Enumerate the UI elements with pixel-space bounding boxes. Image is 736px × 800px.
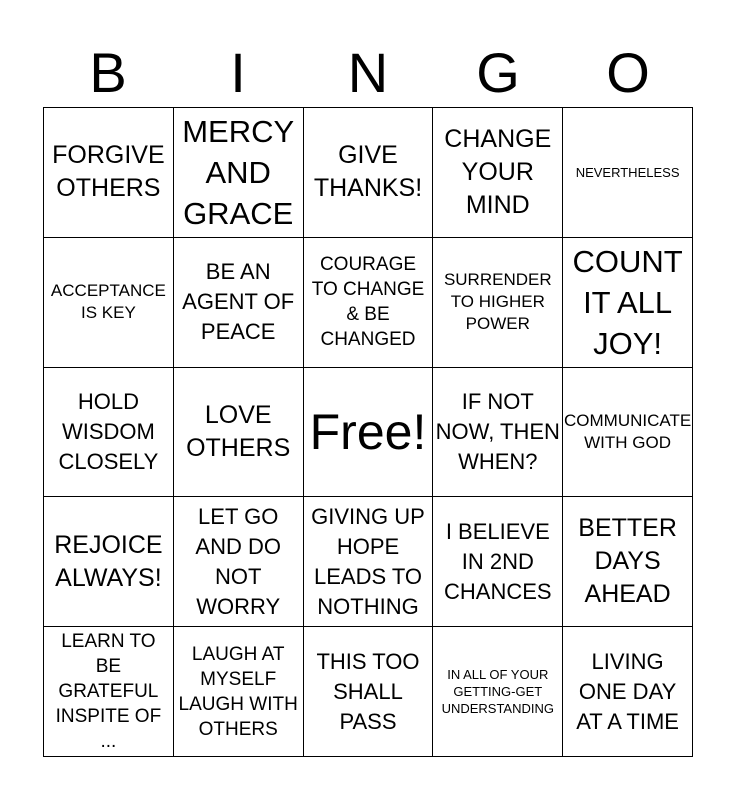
header-letter-o: O xyxy=(606,41,650,104)
bingo-cell[interactable] xyxy=(433,108,563,238)
bingo-cell[interactable] xyxy=(174,108,304,238)
bingo-cell[interactable] xyxy=(304,497,434,627)
bingo-cell-text: NEVERTHELESS xyxy=(575,164,680,180)
bingo-cell-text: SURRENDER TO HIGHER POWER xyxy=(443,270,552,334)
bingo-cell[interactable] xyxy=(563,627,693,757)
bingo-cell-text: MERCY AND GRACE xyxy=(182,113,295,231)
bingo-cell[interactable] xyxy=(433,497,563,627)
bingo-cell-text: COMMUNICATE WITH GOD xyxy=(564,410,692,452)
bingo-cell[interactable] xyxy=(44,497,174,627)
bingo-cell[interactable] xyxy=(174,627,304,757)
bingo-cell-text: COURAGE TO CHANGE & BE CHANGED xyxy=(311,254,425,351)
bingo-cell-text: LOVE OTHERS xyxy=(186,400,291,462)
bingo-header xyxy=(43,42,693,104)
bingo-cell-text: BETTER DAYS AHEAD xyxy=(578,514,677,609)
bingo-cell[interactable] xyxy=(44,368,174,498)
bingo-cell-text: HOLD WISDOM CLOSELY xyxy=(58,388,159,474)
header-letter-i: I xyxy=(230,41,246,104)
bingo-cell[interactable] xyxy=(44,108,174,238)
bingo-cell-text: FORGIVE OTHERS xyxy=(52,141,165,203)
free-space-cell[interactable] xyxy=(304,368,434,498)
bingo-cell[interactable] xyxy=(174,368,304,498)
bingo-cell-text: LAUGH AT MYSELF LAUGH WITH OTHERS xyxy=(178,643,298,740)
bingo-cell[interactable] xyxy=(44,627,174,757)
header-letter-n: N xyxy=(347,41,389,104)
bingo-cell[interactable] xyxy=(304,238,434,368)
bingo-cell-text: GIVING UP HOPE LEADS TO NOTHING xyxy=(311,503,425,619)
bingo-cell-text: CHANGE YOUR MIND xyxy=(444,124,552,219)
bingo-cell[interactable] xyxy=(563,497,693,627)
bingo-cell-text: BE AN AGENT OF PEACE xyxy=(182,259,295,345)
bingo-cell-text: LEARN TO BE GRATEFUL INSPITE OF ... xyxy=(55,631,162,753)
bingo-cell-text: LET GO AND DO NOT WORRY xyxy=(195,503,281,619)
bingo-cell-text: I BELIEVE IN 2ND CHANCES xyxy=(444,518,552,604)
bingo-cell-text: ACCEPTANCE IS KEY xyxy=(50,281,166,323)
bingo-cell[interactable] xyxy=(563,238,693,368)
bingo-cell[interactable] xyxy=(304,108,434,238)
bingo-cell-text: LIVING ONE DAY AT A TIME xyxy=(576,648,679,734)
header-letter-g: G xyxy=(476,41,520,104)
bingo-cell[interactable] xyxy=(174,497,304,627)
bingo-card-grid xyxy=(43,107,693,757)
bingo-cell[interactable] xyxy=(174,238,304,368)
bingo-cell-text: IN ALL OF YOUR GETTING-GET UNDERSTANDING xyxy=(441,667,554,717)
bingo-cell[interactable] xyxy=(563,108,693,238)
bingo-cell-text: THIS TOO SHALL PASS xyxy=(316,648,420,734)
bingo-cell-text: REJOICE ALWAYS! xyxy=(54,530,163,592)
bingo-cell[interactable] xyxy=(433,238,563,368)
bingo-cell-text: COUNT IT ALL JOY! xyxy=(572,243,683,361)
header-letter-b: B xyxy=(89,41,127,104)
bingo-cell-text: IF NOT NOW, THEN WHEN? xyxy=(435,388,560,474)
bingo-cell[interactable] xyxy=(563,368,693,498)
bingo-cell-text: Free! xyxy=(309,403,427,460)
bingo-cell[interactable] xyxy=(44,238,174,368)
bingo-cell[interactable] xyxy=(433,368,563,498)
bingo-cell-text: GIVE THANKS! xyxy=(313,141,423,203)
bingo-cell[interactable] xyxy=(433,627,563,757)
bingo-cell[interactable] xyxy=(304,627,434,757)
